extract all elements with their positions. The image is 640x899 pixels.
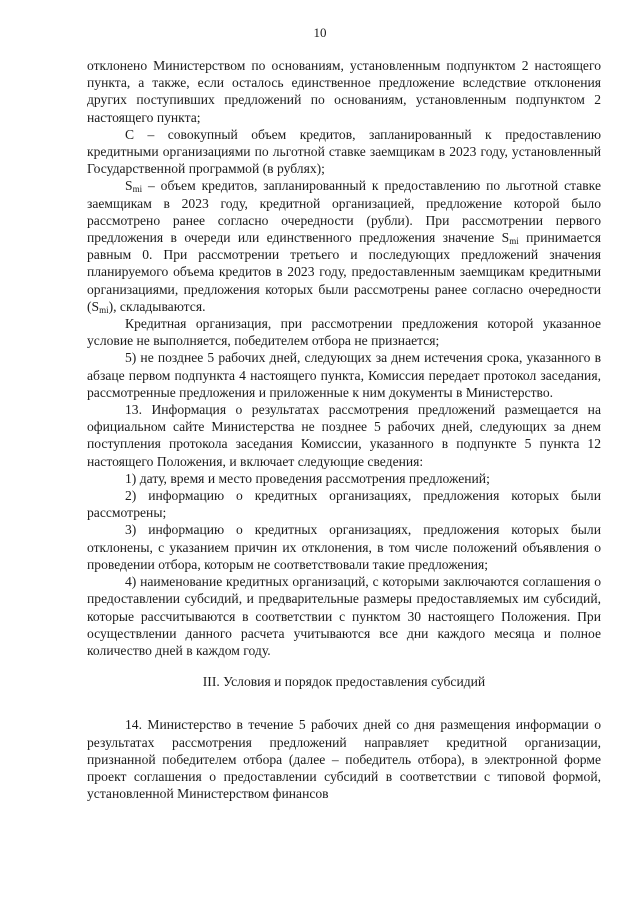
paragraph-text: – объем кредитов, запланированный к предоставлению по льготной ставке заемщикам в 2023 году, кредитной организацией, предложение которой было рассмотрено ранее согласно очередности (рубли). При рассмотрении первого предложения в очереди или единственного предложения значение — [87, 178, 601, 246]
paragraph: Кредитная организация, при рассмотрении предложения которой указанное условие не выполняется, победителем отбора не признается; — [87, 316, 601, 349]
paragraph: 5) не позднее 5 рабочих дней, следующих за днем истечения срока, указанного в абзаце первом подпункта 4 настоящего пункта, Комиссия передает протокол заседания, рассмотренные предложения и приложенные к ним документы в Министерство. — [87, 350, 601, 400]
list-item: 4) наименование кредитных организаций, с которыми заключаются соглашения о предоставлении субсидий, и предварительные размеры предоставляемых им субсидий, которые рассчитываются в соответствии с пунктом 30 настоящего Положения. При осуществлении данного расчета учитываются все дни каждого месяца и полное количество дней в каждом году. — [87, 574, 601, 658]
symbol-subscript: mi — [99, 304, 109, 315]
document-body — [87, 57, 601, 802]
page-number: 10 — [313, 25, 327, 40]
paragraph — [87, 177, 601, 315]
symbol-s: S — [501, 230, 510, 246]
paragraph: отклонено Министерством по основаниям, установленным подпунктом 2 настоящего пункта, а также, если осталось единственное предложение вследствие отклонения других поступивших предложений по основаниям, установленным подпунктом 2 настоящего пункта; — [87, 58, 601, 125]
paragraph-text: принимается равным 0. При рассмотрении третьего и последующих предложений значения планируемого объема кредитов в 2023 году, предоставленным заемщикам кредитными организациями, предложения которых были рассмотрены ранее согласно очередности ( — [87, 230, 601, 314]
symbol-s: S — [91, 298, 100, 314]
list-item: 3) информацию о кредитных организациях, предложения которых были отклонены, с указанием причин их отклонения, в том числе положений объявления о проведении отбора, которым не соответствовали такие предложения; — [87, 522, 601, 572]
list-item: 2) информацию о кредитных организациях, предложения которых были рассмотрены; — [87, 488, 601, 521]
symbol-subscript: mi — [132, 184, 143, 195]
symbol-subscript: mi — [509, 236, 519, 247]
list-item: 1) дату, время и место проведения рассмотрения предложений; — [125, 470, 490, 486]
paragraph: 14. Министерство в течение 5 рабочих дней со дня размещения информации о результатах рассмотрения предложений направляет кредитной организации, признанной победителем отбора (далее – победитель отбора), в электронной форме проект соглашения о предоставлении субсидий в соответствии с типовой формой, установленной Министерством финансов — [87, 717, 601, 802]
paragraph: C – совокупный объем кредитов, запланированный к предоставлению кредитными организациями по льготной ставке заемщикам в 2023 году, установленный Государственной программой (в рублях); — [87, 126, 601, 177]
section-heading: III. Условия и порядок предоставления субсидий — [202, 674, 486, 690]
paragraph: 13. Информация о результатах рассмотрения предложений размещается на официальном сайте Министерства не позднее 5 рабочих дней, следующих за днем поступления протокола заседания Комиссии, указанного в подпункте 5 пункта 12 настоящего Положения, и включает следующие сведения: — [87, 402, 601, 469]
symbol-s: S — [125, 178, 133, 194]
paragraph-text: ), складываются. — [108, 298, 206, 314]
